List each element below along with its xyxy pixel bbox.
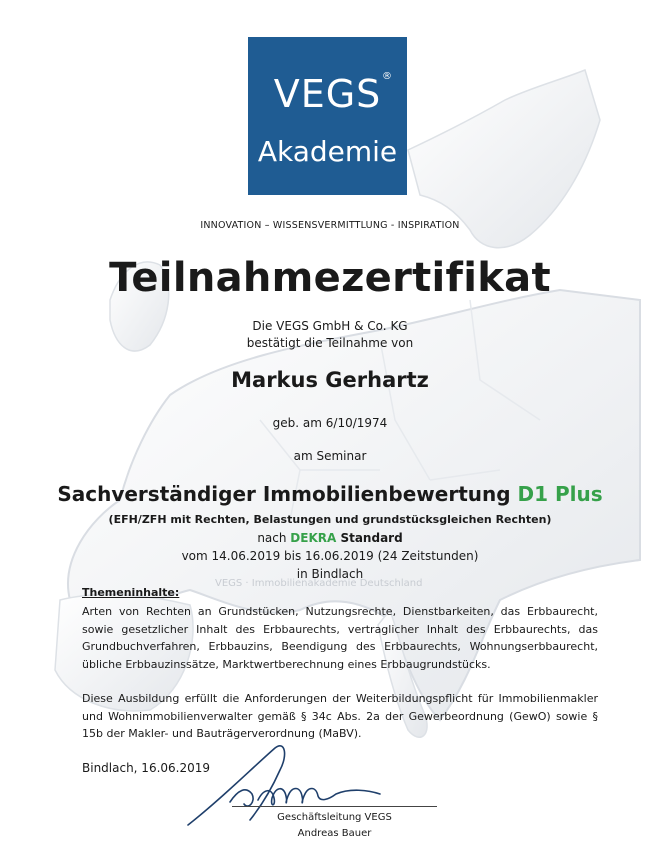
compliance-statement: Diese Ausbildung erfüllt die Anforderungen der Weiterbildungspflicht für Immobilienmakler und Wohnimmobilienverwalter gemäß § 34c Abs. 2a der Gewerbeordnung (GewO) sowie § 15b der Makler- und Bauträgerverordnung (MaBV). (82, 692, 598, 740)
course-title-main: Sachverständiger Immobilienbewertung (57, 482, 518, 506)
standard-prefix: nach (257, 531, 291, 545)
logo-wordmark: VEGS (273, 72, 382, 116)
course-dates: vom 14.06.2019 bis 16.06.2019 (24 Zeitstunden) (181, 549, 479, 563)
certificate-title: Teilnahmezertifikat (109, 255, 551, 301)
dekra-brand: DEKRA (290, 531, 337, 545)
signatory-name: Andreas Bauer (297, 828, 372, 839)
watermark: VEGS · Immobilienakademie Deutschland (215, 578, 423, 589)
vegs-logo (248, 37, 407, 195)
topics-heading: Themeninhalte: (82, 586, 180, 599)
course-subtitle: (EFH/ZFH mit Rechten, Belastungen und grundstücksgleichen Rechten) (108, 513, 552, 526)
tagline: INNOVATION – WISSENSVERMITTLUNG - INSPIRATION (200, 220, 460, 231)
course-standard (0, 531, 660, 545)
logo-registered-mark: ® (382, 71, 392, 82)
signature-line (232, 806, 437, 807)
course-location: in Bindlach (296, 567, 364, 581)
participant-name: Markus Gerhartz (231, 368, 429, 392)
course-title-accent: D1 Plus (517, 482, 603, 506)
topics-body: Arten von Rechten an Grundstücken, Nutzungsrechte, Dienstbarkeiten, das Erbbaurecht, sowie gesetzlicher Inhalt des Erbbaurechts, vertraglicher Inhalt des Erbbaurechts, das Grundbuchverfahren, Erbbauzins, Beendigung des Erbbaurechts, Wohnungserbbaurecht, übliche Erbbauzinssätze, Marktwertberechnung eines Erbbaugrundstücks. (82, 605, 598, 671)
issuer-statement: bestätigt die Teilnahme von (246, 336, 414, 350)
signatory-role: Geschäftsleitung VEGS (277, 812, 392, 823)
logo-subtitle: Akademie (257, 135, 398, 168)
standard-suffix: Standard (336, 531, 403, 545)
seminar-intro: am Seminar (293, 449, 367, 463)
course-title (0, 482, 660, 506)
issuer-company: Die VEGS GmbH & Co. KG (252, 319, 408, 333)
participant-birthdate: geb. am 6/10/1974 (272, 416, 388, 430)
issue-place-date: Bindlach, 16.06.2019 (82, 761, 211, 775)
